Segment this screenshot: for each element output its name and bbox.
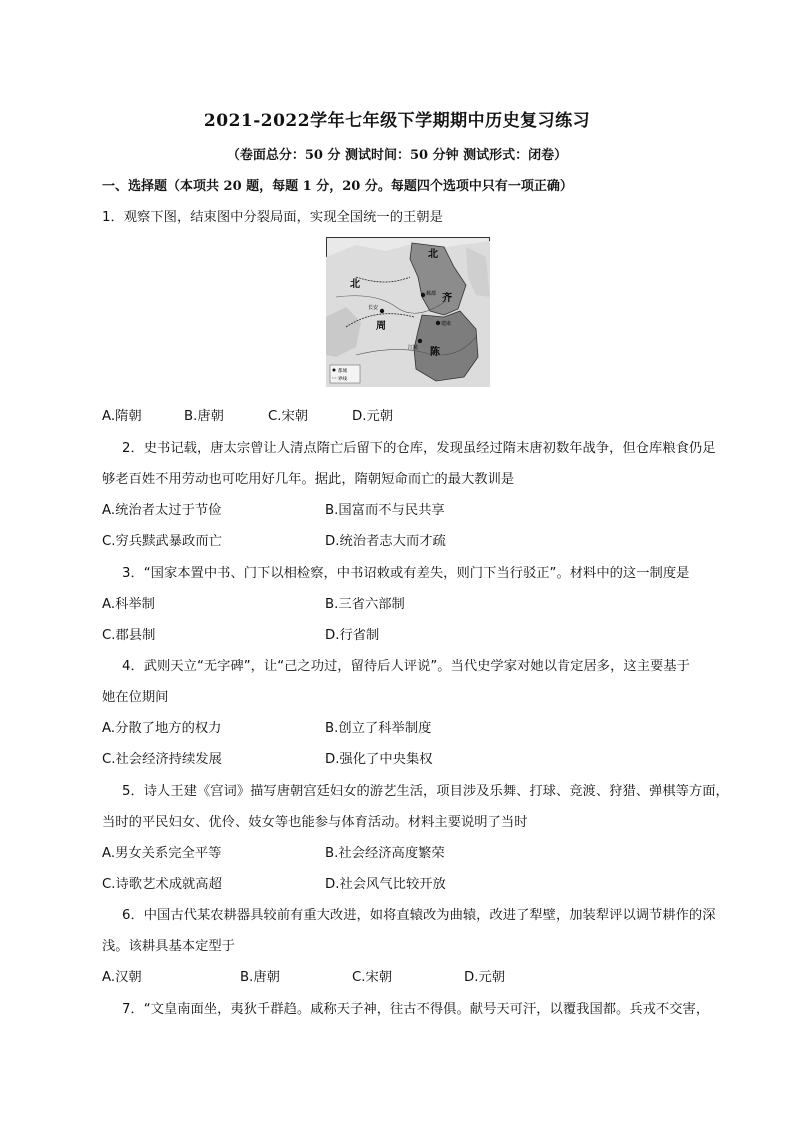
question-2-stem-line-2: 够老百姓不用劳动也可吃用好几年。据此，隋朝短命而亡的最大教训是 [102, 472, 515, 487]
question-1-stem: 1．观察下图，结束图中分裂局面，实现全国统一的王朝是 [102, 210, 443, 225]
question-6-stem-line-2: 浅。该耕具基本定型于 [102, 939, 235, 954]
section-heading: 一、选择题（本项共 20 题，每题 1 分，20 分。每题四个选项中只有一项正确） [102, 179, 573, 194]
q3-option-b[interactable]: B.三省六部制 [325, 597, 405, 612]
map-label-bei-zhou-1: 北 [350, 279, 360, 290]
q6-option-a[interactable]: A.汉朝 [102, 970, 142, 985]
q5-option-d[interactable]: D.社会风气比较开放 [325, 877, 446, 892]
map-label-yedu: 邺都 [426, 291, 437, 297]
q4-option-c[interactable]: C.社会经济持续发展 [102, 752, 222, 767]
q4-option-a[interactable]: A.分散了地方的权力 [102, 721, 222, 736]
q4-option-b[interactable]: B.创立了科举制度 [325, 721, 432, 736]
q1-option-a[interactable]: A.隋朝 [102, 409, 142, 424]
question-5-stem-line-1: 5．诗人王建《宫词》描写唐朝宫廷妇女的游艺生活，项目涉及乐舞、打球、竞渡、狩猎、弹棋等方面， [122, 784, 729, 799]
map-label-jiangling: 江陵 [408, 345, 419, 351]
map-label-bei-zhou-2: 周 [376, 321, 386, 332]
q2-option-d[interactable]: D.统治者志大而才疏 [325, 534, 446, 549]
map-label-bei-qi-1: 北 [428, 249, 438, 260]
capital-marker [418, 339, 422, 343]
map-legend [330, 365, 360, 383]
exam-info: （卷面总分：50 分 测试时间：50 分钟 测试形式：闭卷） [226, 148, 568, 163]
q2-option-a[interactable]: A.统治者太过于节俭 [102, 503, 222, 518]
question-2-stem-line-1: 2．史书记载，唐太宗曾让人清点隋亡后留下的仓库，发现虽经过隋末唐初数年战争，但仓库粮食仍足 [122, 441, 716, 456]
q6-option-d[interactable]: D.元朝 [464, 970, 506, 985]
map-label-chen: 陈 [430, 347, 440, 358]
question-7-stem-line-1: 7．“文皇南面坐，夷狄千群趋。咸称天子神，往古不得俱。献号天可汗，以覆我国都。兵戎不交害， [122, 1002, 710, 1017]
question-4-stem-line-2: 她在位期间 [102, 690, 169, 705]
legend-border: 界线 [338, 377, 347, 382]
page-title: 2021-2022学年七年级下学期期中历史复习练习 [203, 111, 591, 131]
map-label-changan: 长安 [368, 305, 379, 311]
q3-option-c[interactable]: C.郡县制 [102, 628, 156, 643]
map-label-jiankang: 建康 [441, 321, 452, 327]
capital-marker [380, 309, 384, 313]
q1-option-c[interactable]: C.宋朝 [268, 409, 309, 424]
q1-option-d[interactable]: D.元朝 [352, 409, 394, 424]
map-figure [326, 237, 490, 387]
capital-marker [421, 293, 425, 297]
question-3-stem: 3．“国家本置中书、门下以相检察，中书诏敕或有差失，则门下当行驳正”。材料中的这一制度是 [122, 566, 690, 581]
q2-option-c[interactable]: C.穷兵黩武暴政而亡 [102, 534, 222, 549]
question-6-stem-line-1: 6．中国古代某农耕器具较前有重大改进，如将直辕改为曲辕，改进了犁壁，加装犁评以调节耕作的深 [122, 908, 716, 923]
q5-option-b[interactable]: B.社会经济高度繁荣 [325, 846, 445, 861]
q5-option-c[interactable]: C.诗歌艺术成就高超 [102, 877, 222, 892]
q6-option-c[interactable]: C.宋朝 [352, 970, 393, 985]
q5-option-a[interactable]: A.男女关系完全平等 [102, 846, 222, 861]
map-label-bei-qi-2: 齐 [442, 293, 452, 304]
q2-option-b[interactable]: B.国富而不与民共享 [325, 503, 445, 518]
q1-option-b[interactable]: B.唐朝 [184, 409, 224, 424]
capital-marker [436, 321, 440, 325]
question-4-stem-line-1: 4．武则天立“无字碑”，让“己之功过，留待后人评说”。当代史学家对她以肯定居多，这主要基于 [122, 659, 690, 674]
question-5-stem-line-2: 当时的平民妇女、优伶、妓女等也能参与体育活动。材料主要说明了当时 [102, 815, 528, 830]
q3-option-a[interactable]: A.科举制 [102, 597, 155, 612]
q6-option-b[interactable]: B.唐朝 [240, 970, 280, 985]
q3-option-d[interactable]: D.行省制 [325, 628, 380, 643]
q4-option-d[interactable]: D.强化了中央集权 [325, 752, 433, 767]
legend-capital: 都城 [338, 369, 347, 374]
